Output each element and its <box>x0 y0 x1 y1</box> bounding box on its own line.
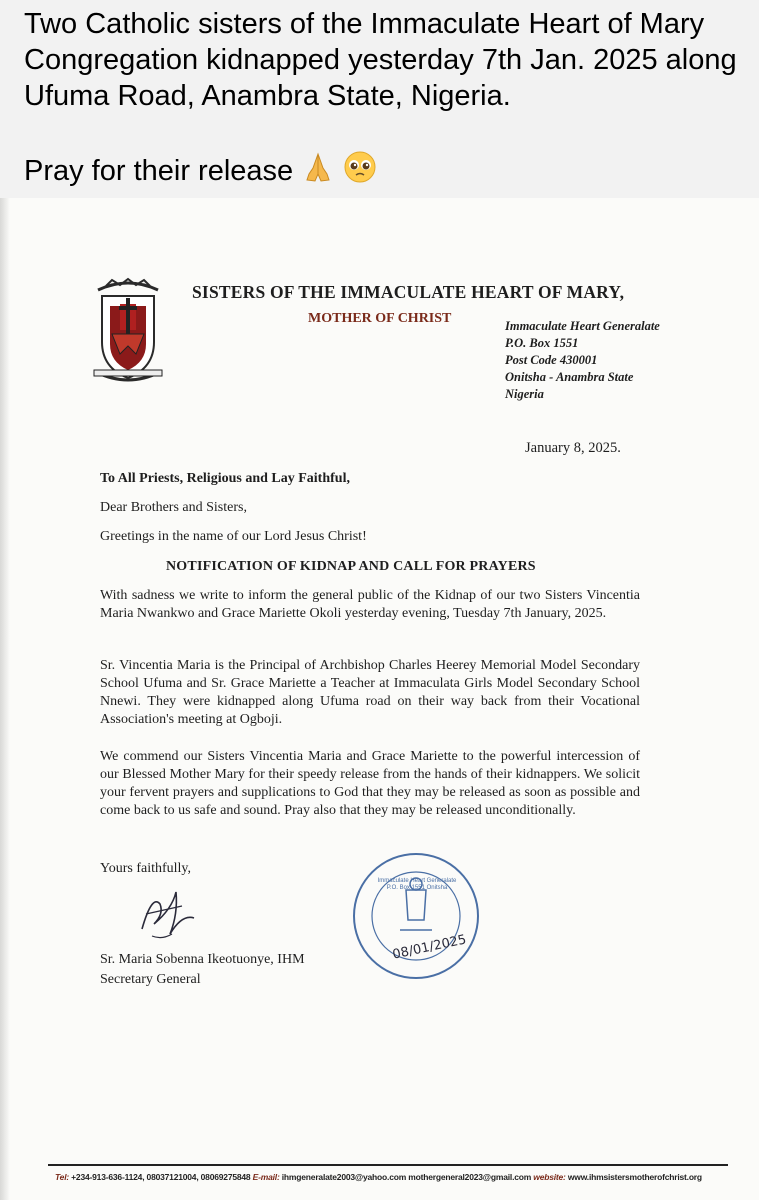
congregation-crest-icon <box>86 276 170 393</box>
letter-date: January 8, 2025. <box>525 440 621 456</box>
org-subtitle: MOTHER OF CHRIST <box>308 311 452 326</box>
address-line: P.O. Box 1551 <box>505 336 579 350</box>
letter-paragraph: With sadness we write to inform the general public of the Kidnap of our two Sisters Vincentia Maria Nwankwo and Grace Mariette Okoli yesterday evening, Tuesday 7th January, 2025. <box>100 588 640 621</box>
letter-salutation: Dear Brothers and Sisters, <box>100 500 247 515</box>
scan-edge-shadow <box>0 198 10 1200</box>
footer-web: www.ihmsistersmotherofchrist.org <box>567 1172 702 1182</box>
caption-prayer-line <box>24 150 377 193</box>
org-name: SISTERS OF THE IMMACULATE HEART OF MARY, <box>192 282 625 302</box>
signatory-title: Secretary General <box>100 972 201 987</box>
official-stamp <box>350 850 482 987</box>
handwritten-signature <box>132 884 202 949</box>
address-line: Immaculate Heart Generalate <box>505 319 660 333</box>
pleading-face-icon <box>343 150 377 193</box>
letter-footer <box>55 1172 702 1182</box>
footer-divider <box>48 1164 728 1166</box>
letter-heading: NOTIFICATION OF KIDNAP AND CALL FOR PRAYERS <box>166 559 536 574</box>
generalate-address <box>505 318 660 403</box>
letter-recipients: To All Priests, Religious and Lay Faithful, <box>100 471 350 486</box>
address-line: Nigeria <box>505 387 544 401</box>
letter-greeting: Greetings in the name of our Lord Jesus Christ! <box>100 529 367 544</box>
letter-paragraph: We commend our Sisters Vincentia Maria and Grace Mariette to the powerful intercession of our Blessed Mother Mary for their speedy release from the hands of their kidnappers. We solicit your fervent prayers and supplications to God that they may be released as soon as possible and come back to us safe and sound. Pray also that they may be released unconditionally. <box>100 749 640 818</box>
letter-document <box>0 198 759 1200</box>
caption-prayer-text: Pray for their release <box>24 155 294 187</box>
letter-paragraph: Sr. Vincentia Maria is the Principal of Archbishop Charles Heerey Memorial Model Secondary School Ufuma and Sr. Grace Mariette a Teacher at Immaculata Girls Model Secondary School Nnewi. They were kidnapped along Ufuma road on their way back from their Vocational Association's meeting at Ogboji. <box>100 658 640 727</box>
footer-email: ihmgeneralate2003@yahoo.com mothergeneral2023@gmail.com <box>281 1172 532 1182</box>
footer-tel: +234-913-636-1124, 08037121004, 08069275848 <box>71 1172 251 1182</box>
praying-hands-icon <box>301 150 335 193</box>
address-line: Onitsha - Anambra State <box>505 370 634 384</box>
signatory-name: Sr. Maria Sobenna Ikeotuonye, IHM <box>100 952 305 967</box>
address-line: Post Code 430001 <box>505 353 598 367</box>
footer-tel-label: Tel: <box>55 1172 69 1182</box>
caption-headline: Two Catholic sisters of the Immaculate Heart of Mary Congregation kidnapped yesterday 7th Jan. 2025 along Ufuma Road, Anambra State, Nigeria. <box>24 8 737 112</box>
stamp-text: Immaculate Heart Generalate P.O. Box 1551 Onitsha <box>377 878 457 891</box>
footer-web-label: website: <box>533 1172 566 1182</box>
footer-email-label: E-mail: <box>252 1172 280 1182</box>
letter-closing: Yours faithfully, <box>100 861 192 876</box>
stamp-date: 08/01/2025 <box>391 932 468 963</box>
post-caption <box>0 0 759 198</box>
